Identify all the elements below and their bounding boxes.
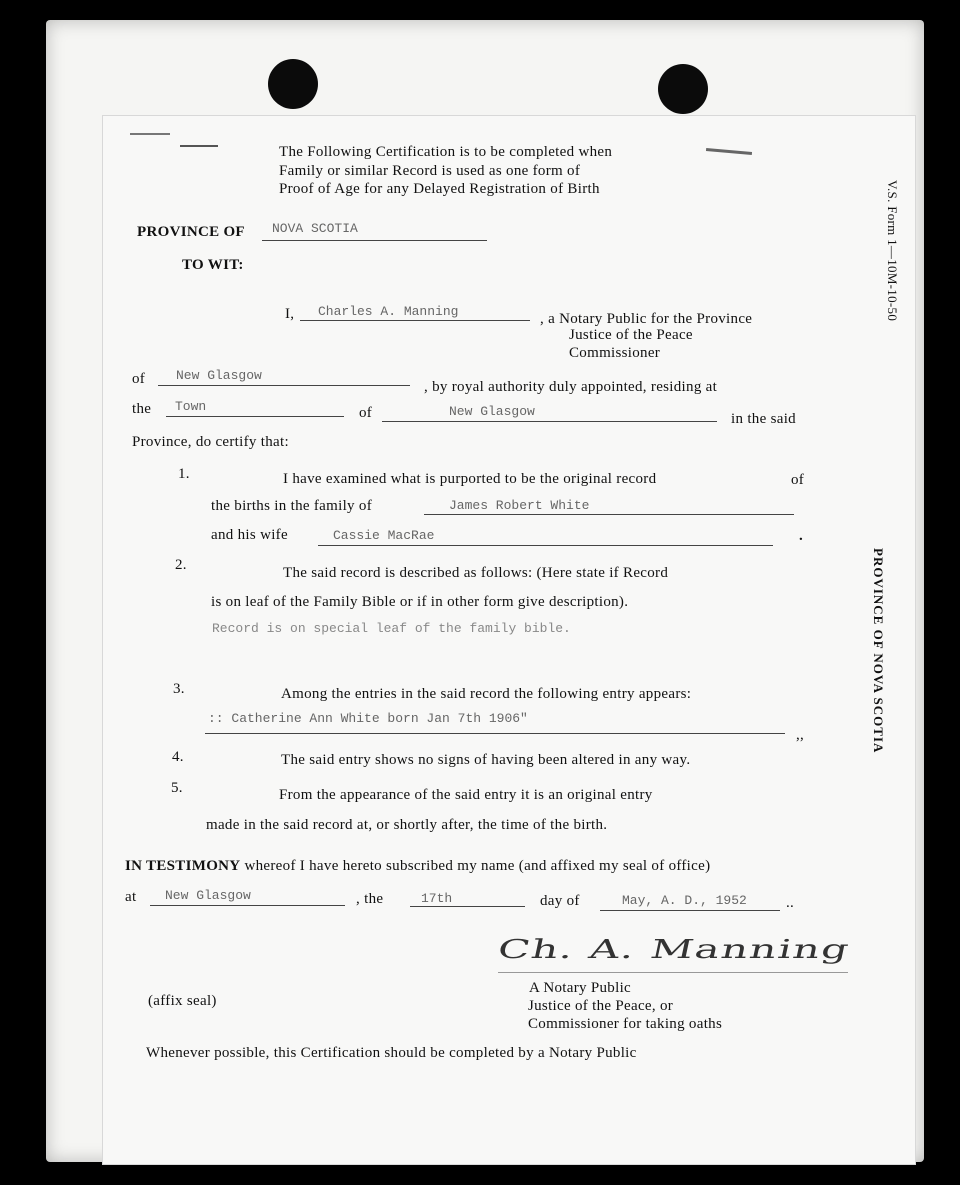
of2-label: of [359, 405, 373, 421]
item-1-text-c: and his wife [211, 527, 288, 543]
the-value: Town [175, 399, 207, 414]
testimony-line-1 [125, 858, 710, 875]
item-4-text: The said entry shows no signs of having been altered in any way. [281, 752, 691, 768]
notary-name: Charles A. Manning [318, 304, 459, 319]
place-underline [150, 905, 345, 906]
testimony-place: New Glasgow [165, 888, 251, 903]
testimony-month-year: May, A. D., 1952 [622, 893, 747, 908]
notary-role-line-1: , a Notary Public for the Province [540, 311, 753, 327]
item-2-text-b: is on leaf of the Family Bible or if in other form give description). [211, 594, 629, 610]
item-1-text-a: I have examined what is purported to be the original record [283, 471, 657, 487]
entry-underline [205, 733, 785, 734]
item-1-text-b: the births in the family of [211, 498, 372, 514]
side-province-title: PROVINCE OF NOVA SCOTIA [871, 548, 886, 754]
to-wit-label: TO WIT: [182, 257, 244, 273]
item-1-period: . [799, 528, 804, 544]
notary-role-line-2: Justice of the Peace [569, 327, 693, 343]
mother-underline [318, 545, 773, 546]
testimony-end: .. [786, 895, 795, 911]
item-5-text-b: made in the said record at, or shortly after, the time of the birth. [206, 817, 608, 833]
punch-hole-right [658, 64, 708, 114]
mother-name: Cassie MacRae [333, 528, 435, 543]
signer-line-3: Commissioner for taking oaths [528, 1016, 723, 1032]
of2-underline [382, 421, 717, 422]
province-value: NOVA SCOTIA [272, 221, 358, 236]
signer-line-2: Justice of the Peace, or [528, 998, 674, 1014]
in-said-text: in the said [731, 411, 796, 427]
i-label: I, [285, 306, 295, 322]
of-underline [158, 385, 410, 386]
item-5-text-a: From the appearance of the said entry it is an original entry [279, 787, 653, 803]
at-label: at [125, 889, 137, 905]
father-underline [424, 514, 794, 515]
the-underline [166, 416, 344, 417]
item-4-number: 4. [172, 749, 184, 765]
item-1-of: of [791, 472, 805, 488]
certify-text: Province, do certify that: [132, 434, 289, 450]
punch-hole-left [268, 59, 318, 109]
mark-top-left [130, 133, 170, 135]
the-day-label: , the [356, 891, 384, 907]
mark-top-left-2 [180, 145, 218, 147]
testimony-rest: whereof I have hereto subscribed my name (and affixed my seal of office) [244, 858, 711, 874]
of-value: New Glasgow [176, 368, 262, 383]
affix-seal-label: (affix seal) [148, 993, 217, 1009]
the-label: the [132, 401, 152, 417]
province-label: PROVINCE OF [137, 224, 245, 240]
header-line-2: Family or similar Record is used as one form of [279, 163, 581, 179]
province-underline [262, 240, 487, 241]
notary-signature: Ch. A. Manning [494, 935, 853, 965]
header-line-3: Proof of Age for any Delayed Registration of Birth [279, 181, 600, 197]
entry-text: :: Catherine Ann White born Jan 7th 1906" [208, 711, 528, 726]
of-label: of [132, 371, 146, 387]
notary-name-underline [300, 320, 530, 321]
header-line-1: The Following Certification is to be completed when [279, 144, 613, 160]
signer-line-1: A Notary Public [529, 980, 631, 996]
record-description: Record is on special leaf of the family bible. [212, 621, 571, 636]
father-name: James Robert White [449, 498, 590, 513]
item-3-number: 3. [173, 681, 185, 697]
item-2-number: 2. [175, 557, 187, 573]
entry-close-quote: ,, [796, 727, 805, 743]
day-underline [410, 906, 525, 907]
item-2-text-a: The said record is described as follows: (Here state if Record [283, 565, 669, 581]
footer-note: Whenever possible, this Certification should be completed by a Notary Public [146, 1045, 637, 1061]
notary-role-line-3: Commissioner [569, 345, 661, 361]
signature-line [498, 972, 848, 973]
testimony-bold: IN TESTIMONY [125, 858, 241, 874]
appointed-text: , by royal authority duly appointed, residing at [424, 379, 718, 395]
testimony-day: 17th [421, 891, 453, 906]
month-underline [600, 910, 780, 911]
item-3-text: Among the entries in the said record the following entry appears: [281, 686, 692, 702]
form-code: V.S. Form 1—10M-10-50 [885, 180, 900, 322]
item-1-number: 1. [178, 466, 190, 482]
item-5-number: 5. [171, 780, 183, 796]
day-of-label: day of [540, 893, 580, 909]
of2-value: New Glasgow [449, 404, 535, 419]
